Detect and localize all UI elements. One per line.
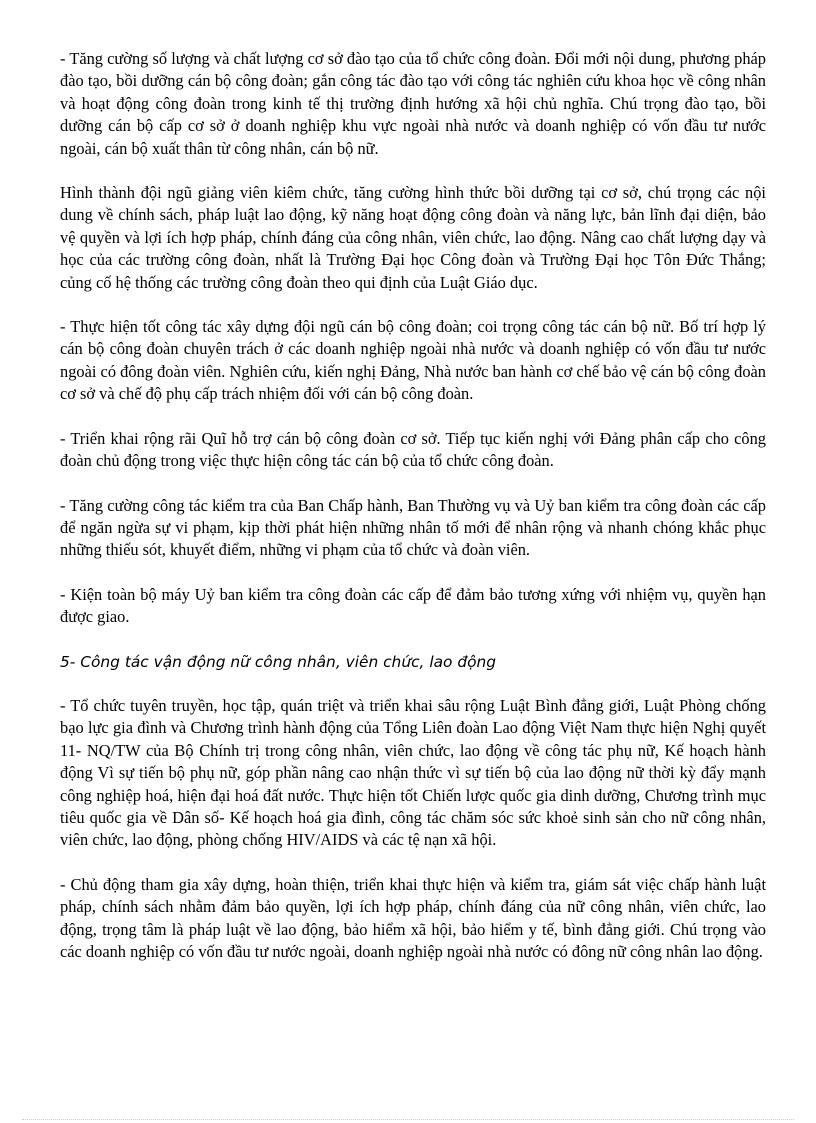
paragraph-gender-equality-propaganda: - Tổ chức tuyên truyền, học tập, quán triệt và triển khai sâu rộng Luật Bình đẳng giới, Luật Phòng chống bạo lực gia đình và Chương trình hành động của Tổng Liên đoàn Lao động Việt Nam thực hiện Nghị quyết 11- NQ/TW của Bộ Chính trị trong công nhân, viên chức, lao động về công tác phụ nữ, Kế hoạch hành động Vì sự tiến bộ phụ nữ, góp phần nâng cao nhận thức vì sự tiến bộ của lao động nữ thời kỳ đẩy mạnh công nghiệp hoá, hiện đại hoá đất nước. Thực hiện tốt Chiến lược quốc gia dinh dưỡng, Chương trình mục tiêu quốc gia về Dân số- Kế hoạch hoá gia đình, công tác chăm sóc sức khoẻ sinh sản cho nữ công nhân, viên chức, lao động, phòng chống HIV/AIDS và các tệ nạn xã hội. bbox=[60, 695, 766, 850]
paragraph-cadre-building: - Thực hiện tốt công tác xây dựng đội ngũ cán bộ công đoàn; coi trọng công tác cán bộ nữ. Bố trí hợp lý cán bộ công đoàn chuyên trách ở các doanh nghiệp ngoài nhà nước và doanh nghiệp có vốn đầu tư nước ngoài có đông đoàn viên. Nghiên cứu, kiến nghị Đảng, Nhà nước ban hành cơ chế bảo vệ cán bộ công đoàn cơ sở và chế độ phụ cấp trách nhiệm đối với cán bộ công đoàn. bbox=[60, 317, 766, 404]
section-heading-women-mobilization: 5- Công tác vận động nữ công nhân, viên chức, lao động bbox=[60, 652, 497, 671]
paragraph-lecturer-team: Hình thành đội ngũ giảng viên kiêm chức, tăng cường hình thức bồi dưỡng tại cơ sở, chú trọng các nội dung về chính sách, pháp luật lao động, kỹ năng hoạt động công đoàn và năng lực, bản lĩnh đại diện, bảo vệ quyền và lợi ích hợp pháp, chính đáng của công nhân, viên chức, lao động. Nâng cao chất lượng dạy và học của các trường công đoàn, nhất là Trường Đại học Công đoàn và Trường Đại học Tôn Đức Thắng; củng cố hệ thống các trường công đoàn theo qui định của Luật Giáo dục. bbox=[60, 183, 766, 292]
page-bottom-divider bbox=[22, 1119, 794, 1120]
paragraph-training-facilities: - Tăng cường số lượng và chất lượng cơ sở đào tạo của tổ chức công đoàn. Đổi mới nội dung, phương pháp đào tạo, bồi dưỡng cán bộ công đoàn; gắn công tác đào tạo với công tác nghiên cứu khoa học về công nhân và hoạt động công đoàn trong kinh tế thị trường định hướng xã hội chủ nghĩa. Chú trọng đào tạo, bồi dưỡng cán bộ cấp cơ sở ở doanh nghiệp khu vực ngoài nhà nước và doanh nghiệp có vốn đầu tư nước ngoài, cán bộ xuất thân từ công nhân, cán bộ nữ. bbox=[60, 49, 766, 158]
paragraph-support-fund: - Triển khai rộng rãi Quĩ hỗ trợ cán bộ công đoàn cơ sở. Tiếp tục kiến nghị với Đảng phân cấp cho công đoàn chủ động trong việc thực hiện công tác cán bộ của tổ chức công đoàn. bbox=[60, 428, 766, 471]
paragraph-inspection-committee: - Kiện toàn bộ máy Uỷ ban kiểm tra công đoàn các cấp để đảm bảo tương xứng với nhiệm vụ, quyền hạn được giao. bbox=[60, 584, 766, 627]
paragraph-inspection: - Tăng cường công tác kiểm tra của Ban Chấp hành, Ban Thường vụ và Uỷ ban kiểm tra công đoàn các cấp để ngăn ngừa sự vi phạm, kịp thời phát hiện những nhân tố mới để nhân rộng và nhanh chóng khắc phục những thiếu sót, khuyết điểm, những vi phạm của tổ chức và đoàn viên. bbox=[60, 495, 766, 560]
document-page bbox=[60, 48, 766, 985]
paragraph-legal-rights-participation: - Chủ động tham gia xây dựng, hoàn thiện, triển khai thực hiện và kiểm tra, giám sát việc chấp hành luật pháp, chính sách nhằm đảm bảo quyền, lợi ích hợp pháp, chính đáng của nữ công nhân, viên chức, lao động, trọng tâm là pháp luật về lao động, bảo hiểm xã hội, bảo hiểm y tế, bình đẳng giới. Chú trọng vào các doanh nghiệp có vốn đầu tư nước ngoài, doanh nghiệp ngoài nhà nước có đông nữ công nhân lao động. bbox=[60, 874, 766, 961]
